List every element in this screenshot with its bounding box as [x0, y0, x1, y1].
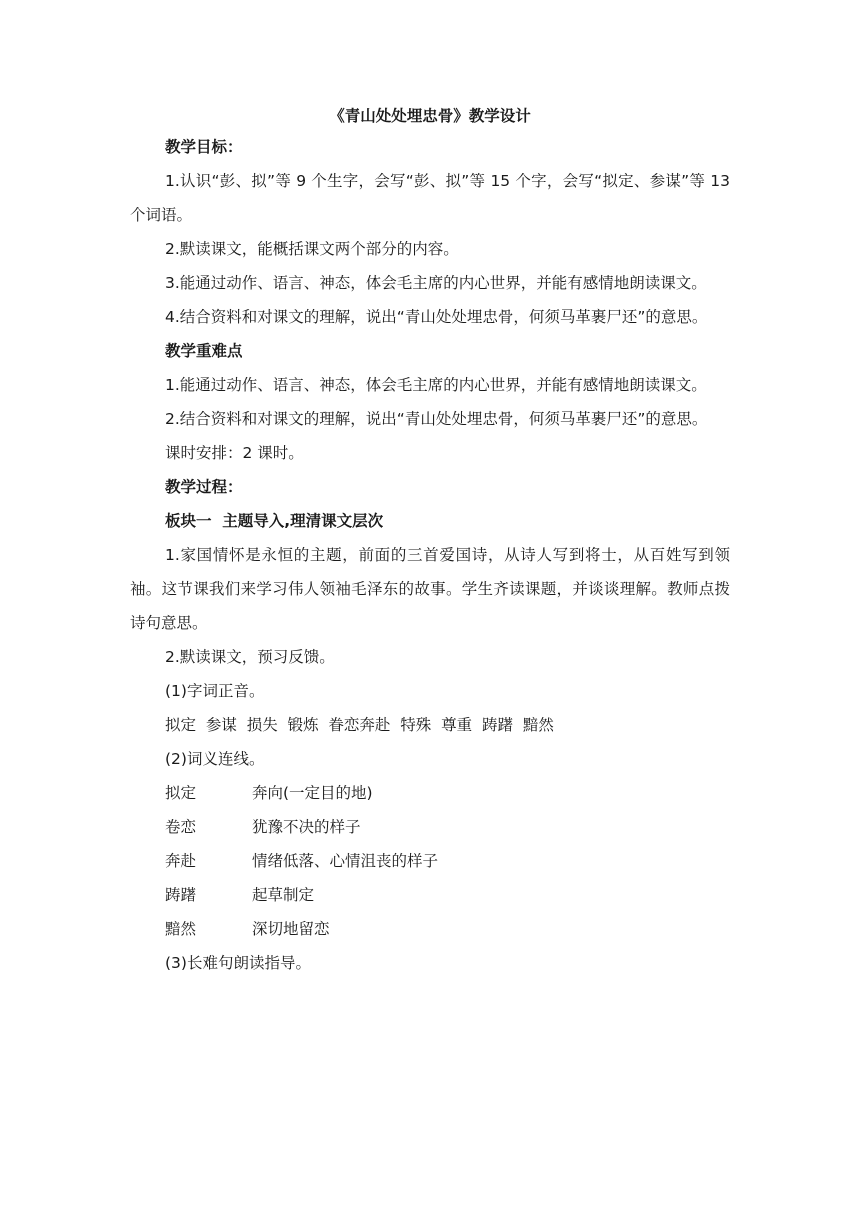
matching-row: [130, 912, 730, 946]
matching-term: 拟定: [165, 784, 197, 802]
objective-item: 3.能通过动作、语言、神态，体会毛主席的内心世界，并能有感情地朗读课文。: [165, 274, 707, 292]
objective-item: 4.结合资料和对课文的理解，说出“青山处处埋忠骨，何须马革裹尸还”的意思。: [165, 308, 708, 326]
matching-definition: 犹豫不决的样子: [252, 818, 361, 836]
matching-term: 黯然: [165, 920, 197, 938]
matching-term: 卷恋: [165, 818, 197, 836]
vocabulary-list: 拟定 参谋 损失 锻炼 眷恋奔赴 特殊 尊重 踌躇 黯然: [165, 716, 554, 734]
matching-definition: 奔向(一定目的地): [252, 784, 373, 802]
objective-item: 1.认识“彭、拟”等 9 个生字，会写“彭、拟”等 15 个字，会写“拟定、参谋”等 13 个词语。: [130, 172, 730, 224]
sub-step: (1)字词正音。: [165, 682, 265, 700]
matching-row: [130, 878, 730, 912]
objective-item: 2.默读课文，能概括课文两个部分的内容。: [165, 240, 459, 258]
matching-term: 奔赴: [165, 852, 197, 870]
process-heading: 教学过程：: [165, 478, 243, 496]
matching-definition: 深切地留恋: [252, 920, 330, 938]
sub-step: (3)长难句朗读指导。: [165, 954, 311, 972]
key-point-item: 2.结合资料和对课文的理解，说出“青山处处埋忠骨，何须马革裹尸还”的意思。: [165, 410, 708, 428]
sub-step: (2)词义连线。: [165, 750, 265, 768]
key-point-item: 1.能通过动作、语言、神态，体会毛主席的内心世界，并能有感情地朗读课文。: [165, 376, 707, 394]
schedule-text: 课时安排：2 课时。: [165, 444, 304, 462]
document-title: 《青山处处埋忠骨》教学设计: [329, 107, 531, 125]
section-heading: 板块一 主题导入,理清课文层次: [165, 512, 384, 530]
objectives-heading: 教学目标：: [165, 138, 243, 156]
matching-row: [130, 776, 730, 810]
matching-row: [130, 844, 730, 878]
matching-definition: 起草制定: [252, 886, 315, 904]
step-paragraph: 1.家国情怀是永恒的主题，前面的三首爱国诗，从诗人写到将士，从百姓写到领袖。这节课我们来学习伟人领袖毛泽东的故事。学生齐读课题，并谈谈理解。教师点拨诗句意思。: [130, 546, 730, 632]
step-paragraph: 2.默读课文，预习反馈。: [165, 648, 335, 666]
matching-definition: 情绪低落、心情沮丧的样子: [252, 852, 439, 870]
document-body: [130, 102, 730, 980]
matching-term: 踌躇: [165, 886, 197, 904]
matching-row: [130, 810, 730, 844]
key-points-heading: 教学重难点: [165, 342, 243, 360]
